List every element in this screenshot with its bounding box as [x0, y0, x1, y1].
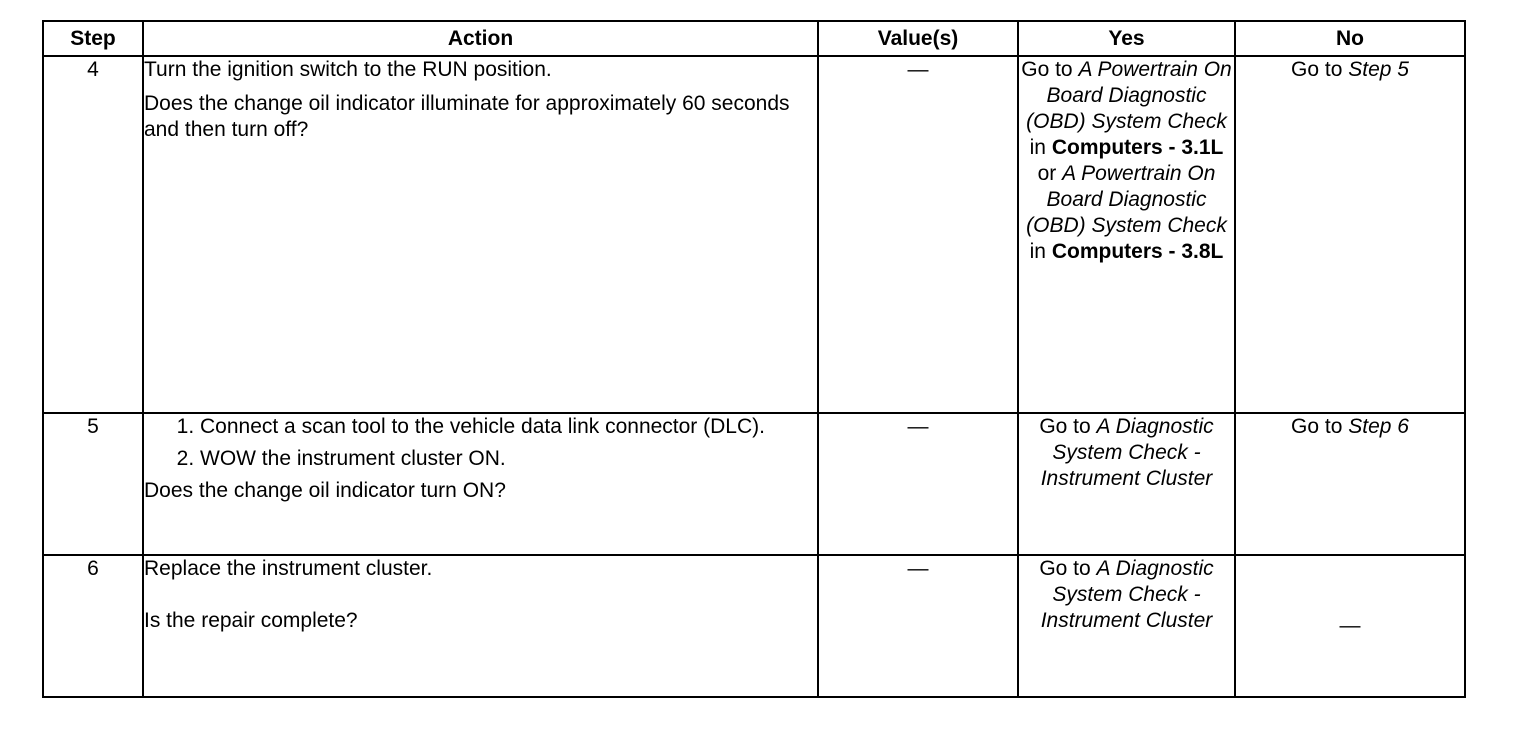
header-values: Value(s) [818, 21, 1018, 56]
yes-cell [1018, 413, 1235, 555]
yes-reference-link[interactable]: A Diagnostic System Check - Instrument Cluster [1040, 415, 1214, 490]
action-cell [143, 56, 818, 413]
no-cell: — [1235, 555, 1465, 697]
no-cell [1235, 56, 1465, 413]
action-cell [143, 413, 818, 555]
action-question: Does the change oil indicator illuminate for approximately 60 seconds and then turn off? [144, 92, 790, 141]
step-number: 6 [43, 555, 143, 697]
yes-reference-link[interactable]: A Powertrain On Board Diagnostic (OBD) System Check [1026, 58, 1232, 133]
action-instruction: Turn the ignition switch to the RUN position. [144, 58, 552, 81]
no-reference-link[interactable]: Step 5 [1348, 58, 1409, 81]
step-number: 4 [43, 56, 143, 413]
header-step: Step [43, 21, 143, 56]
yes-reference-link[interactable]: A Diagnostic System Check - Instrument Cluster [1040, 557, 1214, 632]
action-cell [143, 555, 818, 697]
diagnostic-table [42, 20, 1466, 698]
yes-cell [1018, 56, 1235, 413]
yes-cell [1018, 555, 1235, 697]
action-step-item: 2. WOW the instrument cluster ON. [200, 446, 817, 472]
no-cell [1235, 413, 1465, 555]
no-reference-link[interactable]: Step 6 [1348, 415, 1409, 438]
action-question: Does the change oil indicator turn ON? [144, 479, 506, 502]
value-cell: — [818, 56, 1018, 413]
yes-in: in [1029, 240, 1046, 263]
yes-goto: Go to [1021, 58, 1073, 81]
yes-goto: Go to [1039, 415, 1091, 438]
table-row [43, 555, 1465, 697]
table-row [43, 413, 1465, 555]
header-yes: Yes [1018, 21, 1235, 56]
no-goto: Go to [1291, 415, 1343, 438]
action-instruction: Replace the instrument cluster. [144, 557, 433, 580]
value-cell: — [818, 555, 1018, 697]
yes-section: Computers - 3.1L [1051, 136, 1224, 159]
header-row [43, 21, 1465, 56]
action-question: Is the repair complete? [144, 609, 358, 632]
action-step-item: 1. Connect a scan tool to the vehicle data link connector (DLC). [200, 414, 817, 440]
no-goto: Go to [1291, 58, 1343, 81]
value-cell: — [818, 413, 1018, 555]
yes-reference-link[interactable]: A Powertrain On Board Diagnostic (OBD) System Check [1026, 162, 1227, 237]
header-no: No [1235, 21, 1465, 56]
step-number: 5 [43, 413, 143, 555]
yes-section: Computers - 3.8L [1051, 240, 1224, 263]
yes-or: or [1037, 162, 1057, 185]
header-action: Action [143, 21, 818, 56]
yes-goto: Go to [1039, 557, 1091, 580]
table-row [43, 56, 1465, 413]
yes-in: in [1029, 136, 1046, 159]
action-steps-list [144, 414, 817, 472]
